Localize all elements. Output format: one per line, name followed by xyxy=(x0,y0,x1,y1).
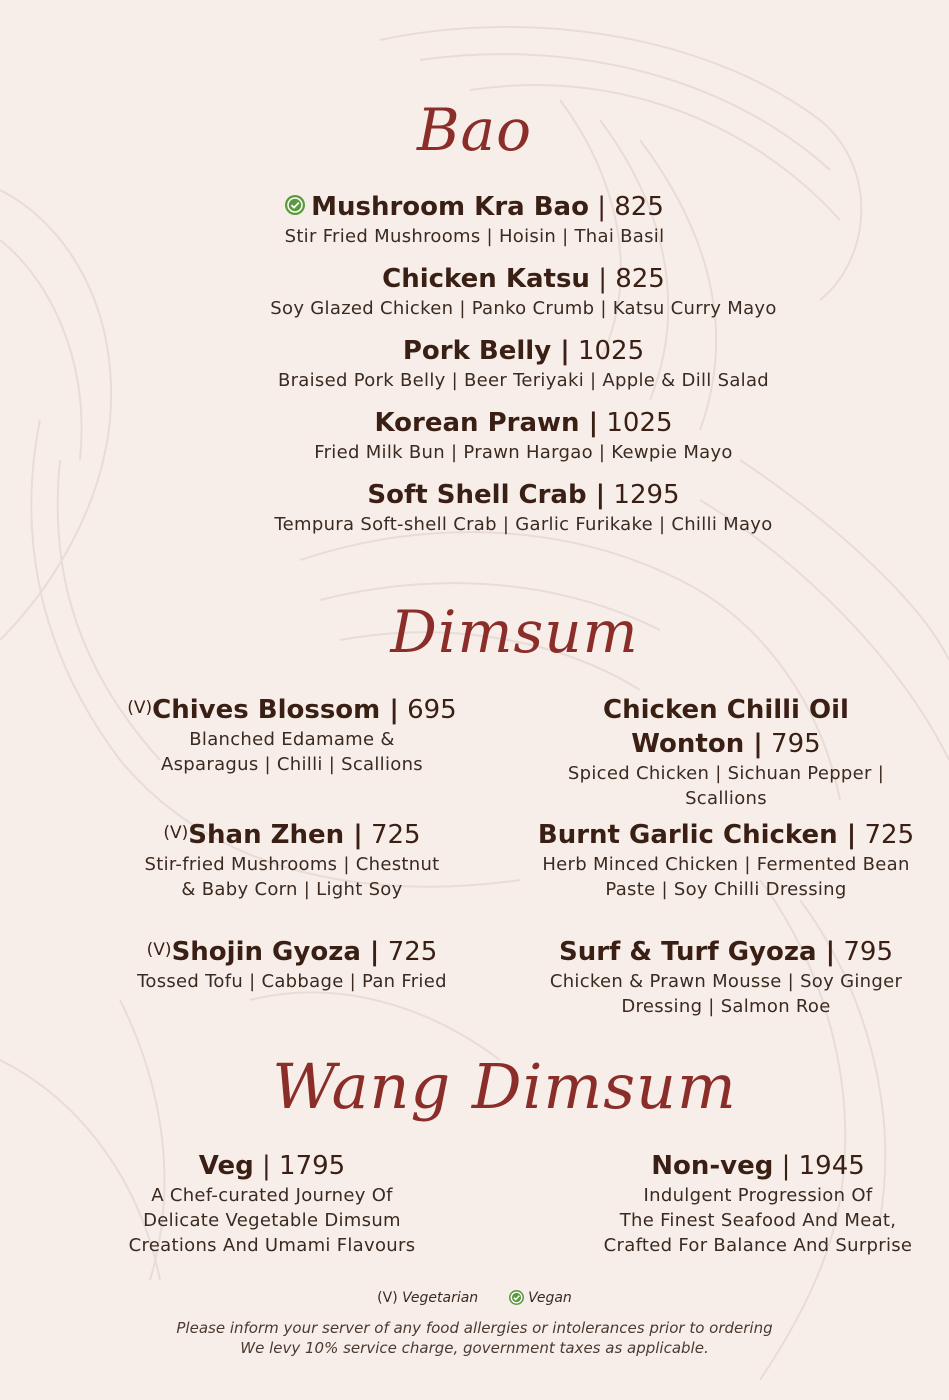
vegan-icon xyxy=(285,195,305,215)
item-description: A Chef-curated Journey Of xyxy=(151,1185,393,1206)
item-description: The Finest Seafood And Meat, xyxy=(619,1210,897,1231)
legend-vegetarian-label: Vegetarian xyxy=(402,1290,479,1306)
item-description: Blanched Edamame & xyxy=(189,729,395,750)
menu-item-shojin-gyoza xyxy=(100,935,484,994)
item-name: Burnt Garlic Chicken | xyxy=(537,820,857,850)
item-price: 1295 xyxy=(613,480,680,510)
vegetarian-mark: (V) xyxy=(127,698,153,718)
item-price: 725 xyxy=(387,937,438,967)
menu-item-mushroom-kra-bao xyxy=(0,190,949,249)
item-price: 795 xyxy=(771,729,821,759)
item-name: Mushroom Kra Bao xyxy=(311,192,589,222)
item-description: Indulgent Progression Of xyxy=(643,1185,873,1206)
item-description: Soy Glazed Chicken | Panko Crumb | Katsu Curry Mayo xyxy=(270,298,777,319)
item-name: Korean Prawn | xyxy=(374,408,599,438)
item-description: Stir-fried Mushrooms | Chestnut xyxy=(144,854,440,875)
item-name: Shojin Gyoza | xyxy=(171,937,380,967)
item-description: Fried Milk Bun | Prawn Hargao | Kewpie Mayo xyxy=(314,442,733,463)
menu-item-burnt-garlic-chicken xyxy=(528,818,924,902)
item-price: 725 xyxy=(370,820,421,850)
item-description: Tossed Tofu | Cabbage | Pan Fried xyxy=(137,971,447,992)
item-price: | 825 xyxy=(597,192,664,222)
menu-item-surf-turf-gyoza xyxy=(528,935,924,1019)
allergy-notice: Please inform your server of any food allergies or intolerances prior to ordering xyxy=(176,1319,773,1337)
item-description: Paste | Soy Chilli Dressing xyxy=(605,879,847,900)
menu-item-korean-prawn xyxy=(0,406,949,465)
item-name: Pork Belly | xyxy=(402,336,570,366)
legend-vegan-label: Vegan xyxy=(528,1290,572,1306)
item-description: Crafted For Balance And Surprise xyxy=(603,1235,913,1256)
item-name: Non-veg xyxy=(651,1151,774,1181)
item-description: Creations And Umami Flavours xyxy=(128,1235,416,1256)
item-description: Asparagus | Chilli | Scallions xyxy=(161,754,423,775)
item-description: & Baby Corn | Light Soy xyxy=(181,879,403,900)
item-description: Dressing | Salmon Roe xyxy=(621,996,831,1017)
menu-item-wang-non-veg xyxy=(568,1149,948,1258)
item-price: 1025 xyxy=(606,408,673,438)
item-name: Chicken Chilli Oil xyxy=(603,695,849,725)
section-heading-wang-dimsum: Wang Dimsum xyxy=(272,1050,737,1123)
item-description: Delicate Vegetable Dimsum xyxy=(143,1210,401,1231)
service-charge-notice: We levy 10% service charge, government taxes as applicable. xyxy=(240,1339,709,1357)
menu-item-pork-belly xyxy=(0,334,949,393)
item-name: Surf & Turf Gyoza | xyxy=(558,937,836,967)
item-name: Veg xyxy=(198,1151,254,1181)
section-heading-bao: Bao xyxy=(416,96,533,164)
item-price: 1025 xyxy=(577,336,645,366)
item-price: | 825 xyxy=(598,264,665,294)
item-price: | 1795 xyxy=(262,1151,346,1181)
item-description: Tempura Soft-shell Crab | Garlic Furikake | Chilli Mayo xyxy=(274,514,773,535)
item-name: Wonton | xyxy=(631,729,763,759)
item-name: Shan Zhen | xyxy=(188,820,363,850)
section-heading-dimsum: Dimsum xyxy=(390,598,639,666)
vegan-icon xyxy=(509,1290,524,1305)
menu-item-chicken-chilli-oil-wonton xyxy=(528,693,924,811)
item-description: Stir Fried Mushrooms | Hoisin | Thai Basil xyxy=(284,226,665,247)
menu-item-chives-blossom xyxy=(100,693,484,777)
item-description: Chicken & Prawn Mousse | Soy Ginger xyxy=(549,971,903,992)
item-name: Soft Shell Crab | xyxy=(367,480,606,510)
dietary-legend xyxy=(0,1290,949,1306)
item-price: 725 xyxy=(864,820,915,850)
vegetarian-mark: (V) xyxy=(377,1290,398,1306)
item-price: | 1945 xyxy=(781,1151,865,1181)
item-name: Chicken Katsu xyxy=(382,264,590,294)
vegetarian-mark: (V) xyxy=(146,940,172,960)
menu-item-chicken-katsu xyxy=(0,262,949,321)
item-description: Spiced Chicken | Sichuan Pepper | Scallions xyxy=(567,763,885,809)
menu-item-shan-zhen xyxy=(100,818,484,902)
item-name: Chives Blossom | xyxy=(152,695,399,725)
item-description: Herb Minced Chicken | Fermented Bean xyxy=(542,854,910,875)
item-price: 695 xyxy=(407,695,457,725)
item-description: Braised Pork Belly | Beer Teriyaki | Apple & Dill Salad xyxy=(277,370,770,391)
vegetarian-mark: (V) xyxy=(163,823,189,843)
item-price: 795 xyxy=(843,937,893,967)
menu-item-wang-veg xyxy=(100,1149,444,1258)
menu-item-soft-shell-crab xyxy=(0,478,949,537)
